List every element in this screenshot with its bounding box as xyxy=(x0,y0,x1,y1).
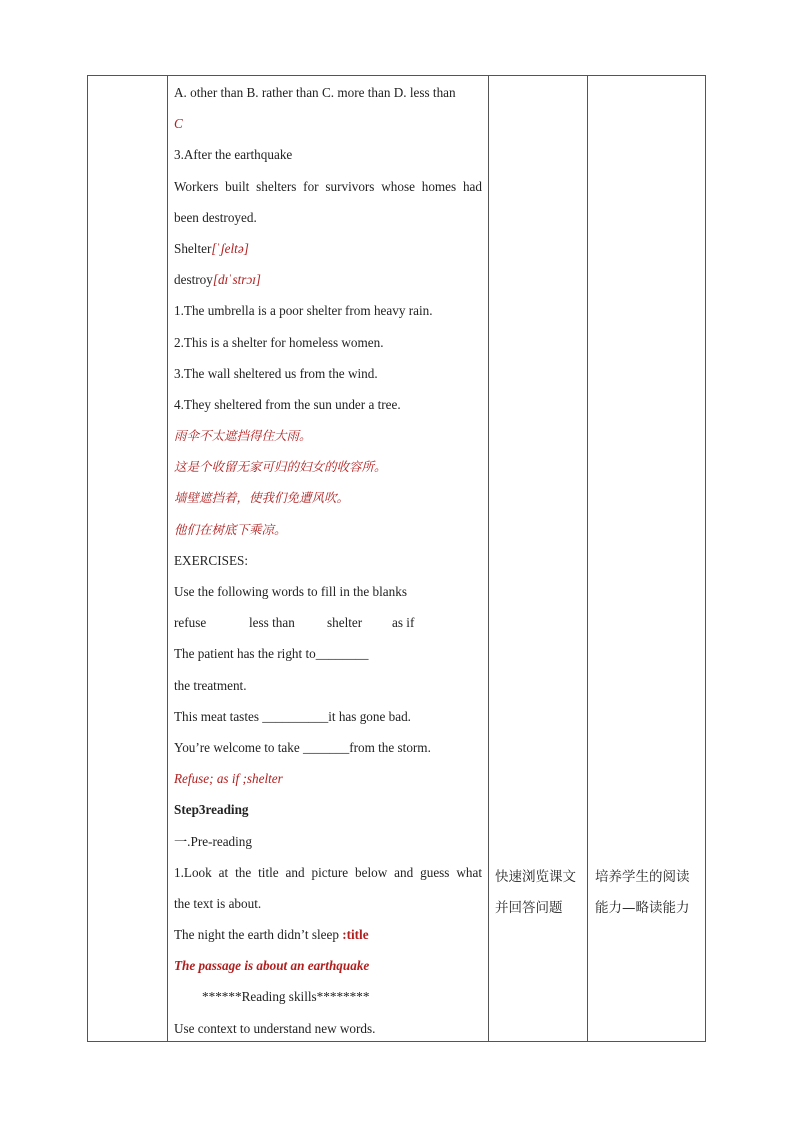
teaching-content-column xyxy=(174,76,482,1052)
word-bank-item: less than xyxy=(249,615,295,631)
column-divider xyxy=(587,76,588,1041)
pre-reading-task-cont: the text is about. xyxy=(174,895,262,911)
exercise-answers: Refuse; as if ;shelter xyxy=(174,771,283,787)
translation-1: 雨伞不太遮挡得住大雨。 xyxy=(174,428,312,444)
vocab-destroy xyxy=(174,272,482,303)
title-tag: :title xyxy=(342,927,369,943)
example-sentence: Workers built shelters for survivors whose homes had xyxy=(174,178,482,194)
column-divider xyxy=(488,76,489,1041)
text-title: The night the earth didn’t sleep xyxy=(174,927,343,943)
section-heading: 3.After the earthquake xyxy=(174,147,293,163)
student-activity-cell xyxy=(495,862,587,924)
example-1: 1.The umbrella is a poor shelter from heavy rain. xyxy=(174,303,433,319)
reading-skills-heading: ******Reading skills******** xyxy=(202,989,370,1005)
word-bank-item: shelter xyxy=(327,615,363,631)
example-3: 3.The wall sheltered us from the wind. xyxy=(174,365,378,381)
example-sentence-cont: been destroyed. xyxy=(174,209,257,225)
example-2: 2.This is a shelter for homeless women. xyxy=(174,334,384,350)
word-bank xyxy=(174,615,482,646)
design-intent-line: 能力—略读能力 xyxy=(595,900,690,916)
vocab-shelter xyxy=(174,241,482,272)
translation-3: 墙壁遮挡着，使我们免遭风吹。 xyxy=(174,490,350,506)
lesson-plan-table xyxy=(87,75,706,1042)
word-bank-item: refuse xyxy=(174,615,207,631)
passage-topic: The passage is about an earthquake xyxy=(174,958,370,974)
reading-skill-tip: Use context to understand new words. xyxy=(174,1020,376,1036)
step-heading: Step3reading xyxy=(174,802,249,818)
options-line: A. other than B. rather than C. more than D. less than xyxy=(174,85,456,100)
pre-reading-heading: 一.Pre-reading xyxy=(174,833,252,849)
example-4: 4.They sheltered from the sun under a tree. xyxy=(174,396,401,412)
exercise-1-cont: the treatment. xyxy=(174,677,247,693)
phonetic: [dɪˈstrɔɪ] xyxy=(212,272,261,288)
pre-reading-task: 1.Look at the title and picture below and guess what xyxy=(174,864,482,880)
title-line xyxy=(174,927,482,958)
exercise-1: The patient has the right to________ xyxy=(174,646,369,662)
answer-line: C xyxy=(174,116,183,132)
translation-2: 这是个收留无家可归的妇女的收容所。 xyxy=(174,459,387,475)
student-activity-line: 快速浏览课文 xyxy=(495,869,576,885)
exercise-instruction: Use the following words to fill in the blanks xyxy=(174,584,407,599)
design-intent-cell xyxy=(595,862,701,924)
design-intent-line: 培养学生的阅读 xyxy=(595,869,690,885)
exercise-2: This meat tastes __________it has gone bad. xyxy=(174,708,411,724)
exercises-heading: EXERCISES: xyxy=(174,552,249,568)
word-bank-item: as if xyxy=(392,615,415,631)
phonetic: [ˈʃeltə] xyxy=(211,240,249,256)
vocab-word: Shelter xyxy=(174,240,212,256)
student-activity-line: 并回答问题 xyxy=(495,900,563,916)
vocab-word: destroy xyxy=(174,272,213,288)
exercise-3: You’re welcome to take _______from the storm. xyxy=(174,739,431,755)
translation-4: 他们在树底下乘凉。 xyxy=(174,521,287,537)
column-divider xyxy=(167,76,168,1041)
